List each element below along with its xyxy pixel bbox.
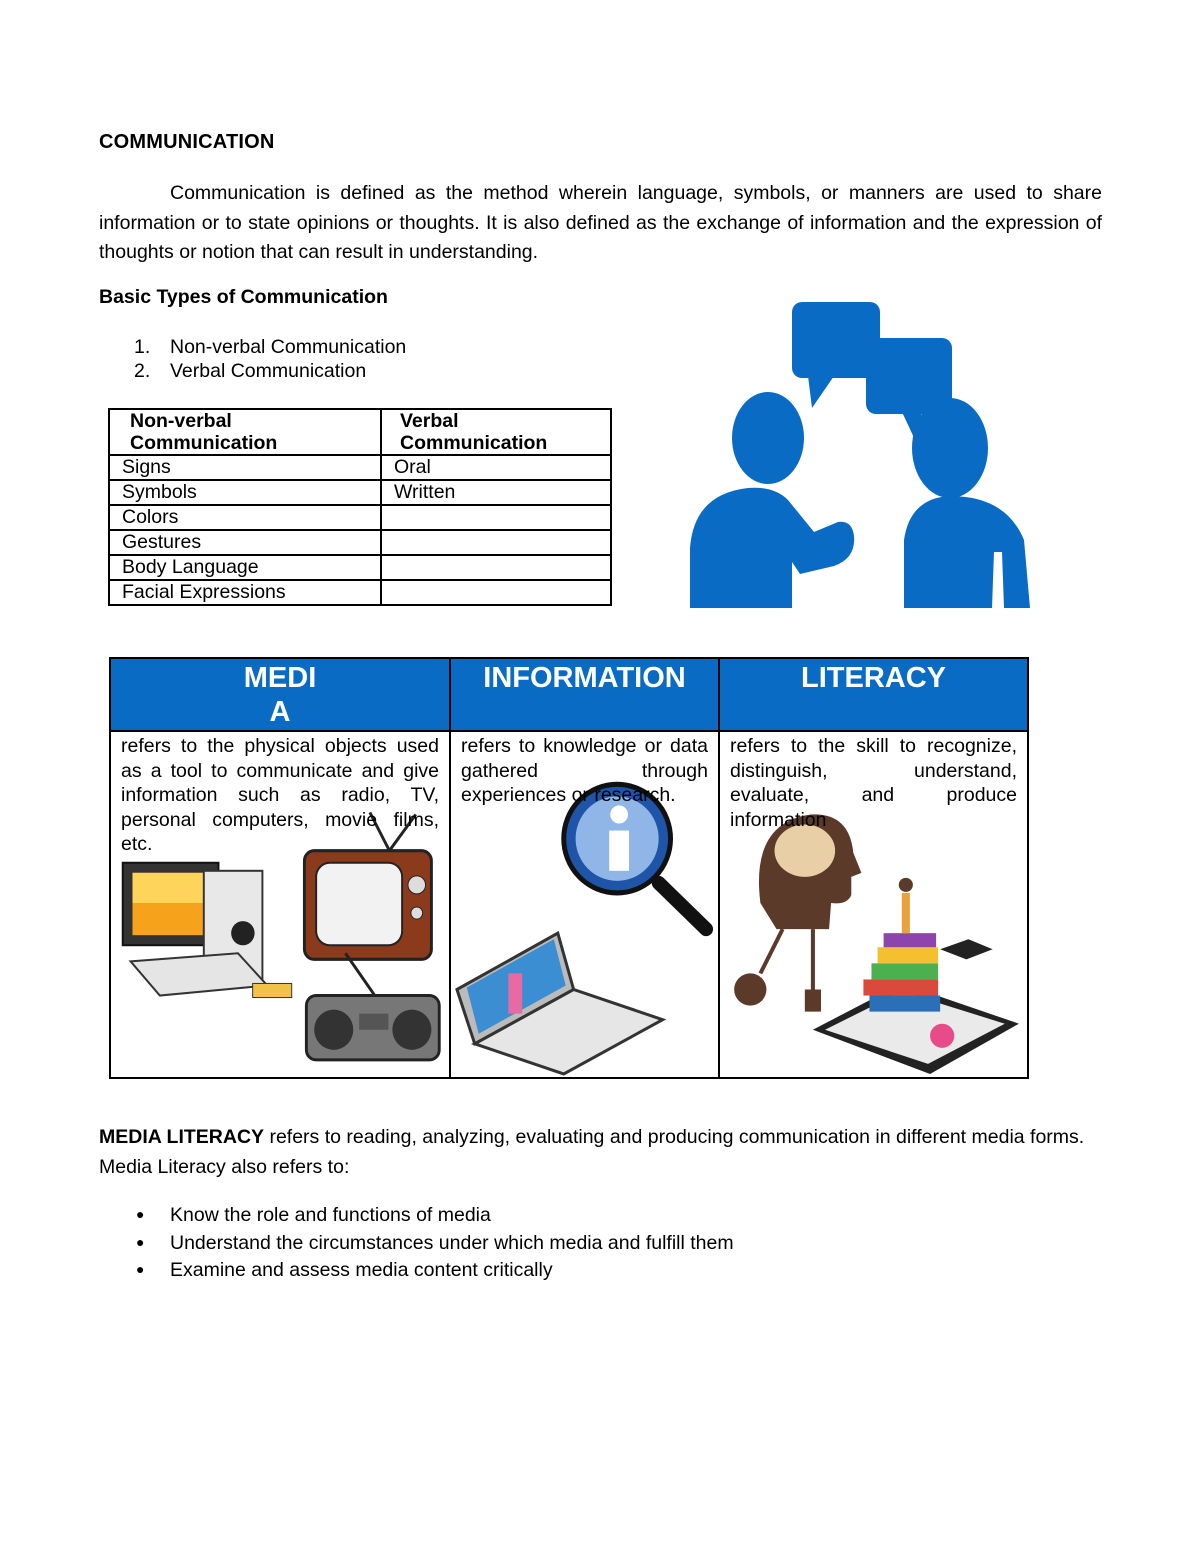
- table-row: Signs Oral: [109, 455, 611, 480]
- list-item: ● Understand the circumstances under which media and fulfill them: [136, 1231, 734, 1254]
- table-row: Symbols Written: [109, 480, 611, 505]
- intro-paragraph: Communication is defined as the method wherein language, symbols, or manners are used to share information or to state opinions or thoughts. It is also defined as the exchange of information and the expression of thoughts or notion that can result in understanding.: [99, 182, 1102, 263]
- information-definition: refers to knowledge or data gathered through experiences or research.: [461, 735, 708, 806]
- table-row: Body Language: [109, 555, 611, 580]
- list-item: ● Examine and assess media content critically: [136, 1259, 553, 1281]
- header-media: MEDI A: [110, 658, 450, 731]
- communication-types-table: [108, 408, 612, 606]
- media-cell: [110, 731, 450, 1078]
- media-literacy-term: MEDIA LITERACY: [99, 1126, 265, 1148]
- list-item: 2. Verbal Communication: [134, 360, 367, 382]
- list-item: ● Know the role and functions of media: [136, 1204, 491, 1226]
- page-title: COMMUNICATION: [99, 131, 275, 153]
- information-cell: [450, 731, 719, 1078]
- media-literacy-paragraph: [99, 1123, 1099, 1182]
- list-item: 1. Non-verbal Communication: [134, 336, 407, 358]
- table-row: Gestures: [109, 530, 611, 555]
- table-row: Facial Expressions: [109, 580, 611, 605]
- table-row: Colors: [109, 505, 611, 530]
- literacy-cell: [719, 731, 1028, 1078]
- basic-types-heading: Basic Types of Communication: [99, 286, 388, 308]
- media-literacy-list: [136, 1201, 734, 1284]
- media-definition: refers to the physical objects used as a tool to communicate and give information such as radio, TV, personal computers, movie films, etc.: [121, 735, 439, 855]
- header-information: INFORMATION: [450, 658, 719, 731]
- literacy-definition: refers to the skill to recognize, distinguish, understand, evaluate, and produce information: [730, 735, 1017, 831]
- basic-types-list: [134, 335, 406, 383]
- table-header-nonverbal: Non-verbal Communication: [109, 409, 381, 455]
- header-literacy: LITERACY: [719, 658, 1028, 731]
- two-people-talking-icon: [688, 300, 1034, 610]
- media-literacy-definition: refers to reading, analyzing, evaluating and producing communication in different media forms. Media Literacy also refers to:: [99, 1126, 1085, 1178]
- table-header-verbal: Verbal Communication: [381, 409, 611, 455]
- media-information-literacy-table: [109, 657, 1029, 1079]
